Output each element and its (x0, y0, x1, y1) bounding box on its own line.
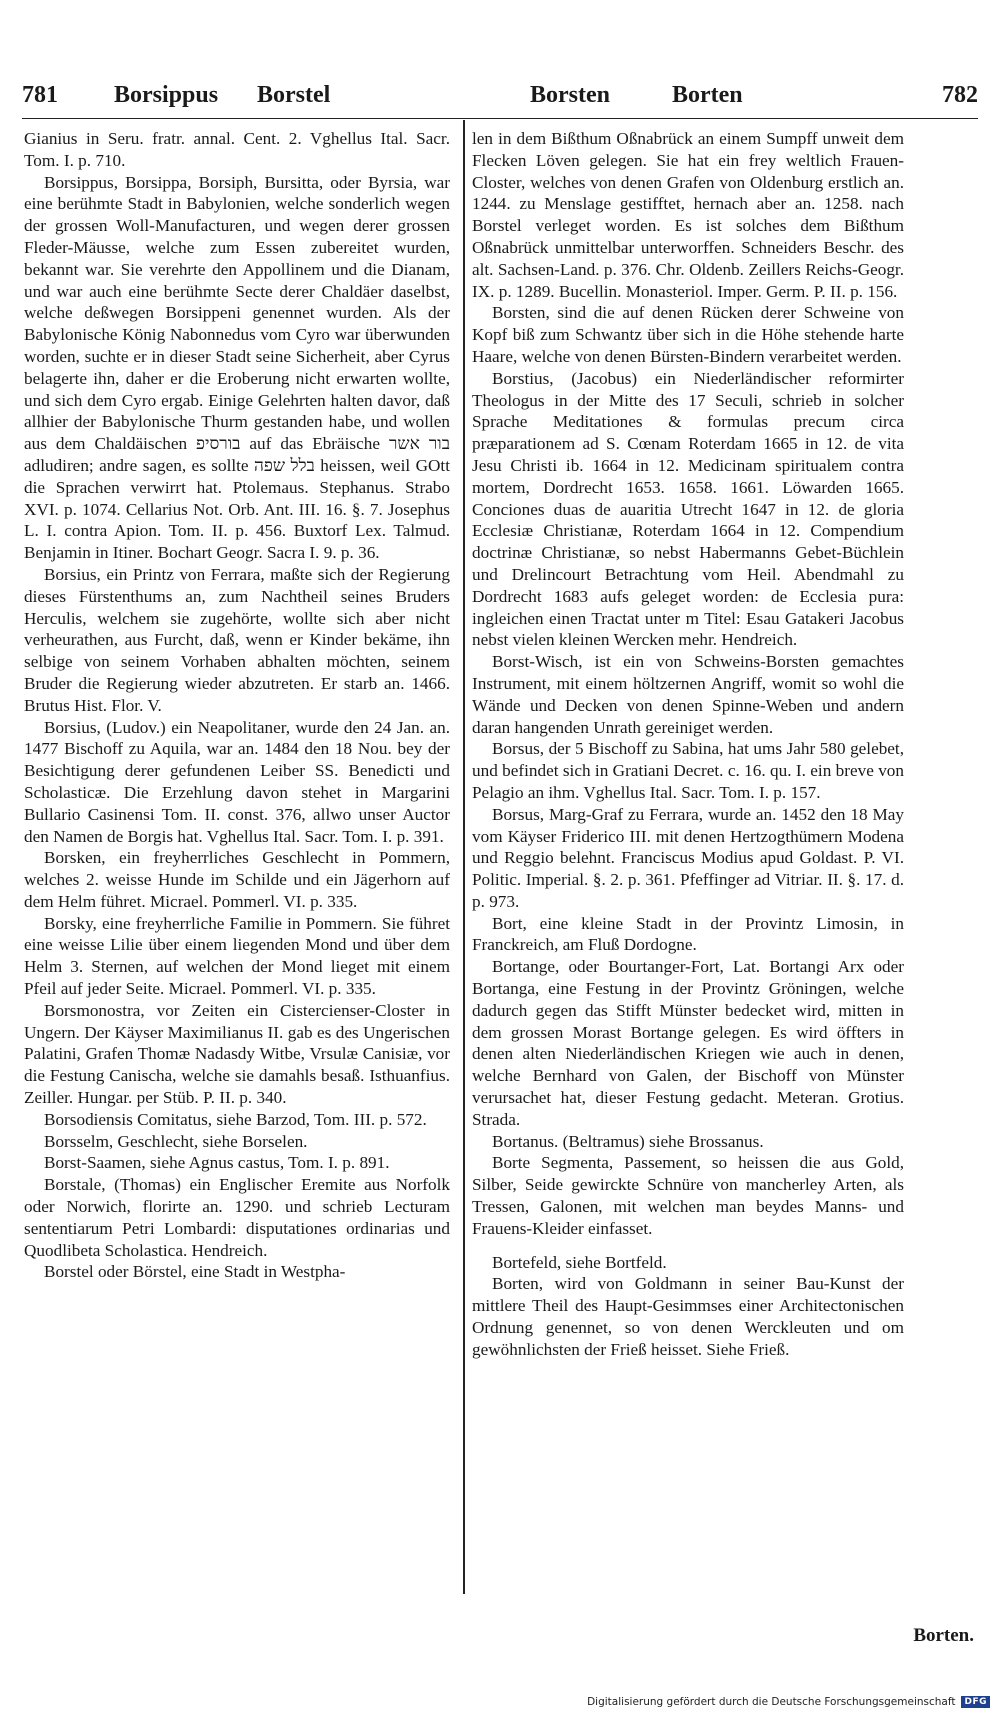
entry-paragraph: Borst-Wisch, ist ein von Schweins-Borsten gemachtes Instrument, mit einem höltzernen Angriff, womit so wohl die Wände und Decken von denen Spinne-Weben und andern daran hangenden Unrath gereiniget werden. (472, 652, 904, 737)
entry-paragraph: Borsten, sind die auf denen Rücken derer Schweine von Kopf biß zum Schwantz über sich in die Höhe stehende harte Haare, welche von denen Bürsten-Bindern verarbeitet werden. (472, 303, 904, 366)
entry-paragraph: Borsius, ein Printz von Ferrara, maßte sich der Regierung dieses Fürstenthums an, zum Nachtheil seines Bruders Herculis, welchem sie zugehörte, wollte sich aber nicht verheurathen, aus Furcht, daß, wenn er Kinder bekäme, ihn selbige von seinem Vorhaben abhalten möchten, seinem Bruder die Regierung wieder abzutreten. Er starb an. 1466. Brutus Hist. Flor. V. (24, 564, 450, 715)
entry-paragraph: Borsippus, Borsippa, Borsiph, Bursitta, oder Byrsia, war eine berühmte Stadt in Babylonien, welche sonderlich wegen der grossen Woll-Manufacturen, und wegen derer grossen Fleder-Mäusse, welche zum Essen zubereitet wurden, bekannt war. Sie verehrte den Appollinem und die Dianam, und war auch eine berühmte Secte derer Chaldäer daselbst, welche deßwegen Borsippeni genennet wurden. Als der Babylonische König Nabonnedus vom Cyro war überwunden worden, suchte er in dieser Stadt seine Sicherheit, aber Cyrus belagerte ihn, daher er die Eroberung nicht erwarten wollte, und sich dem Cyro ergab. Einige Gelehrten halten davor, daß allhier der Babylonische Thurm gestanden habe, und wollen aus dem Chaldäischen בורסיפ auf das Ebräische בור אשר adludiren; andre sagen, es sollte בלל שפה heissen, weil GOtt die Sprachen verwirrt hat. Ptolemaus. Stephanus. Strabo XVI. p. 1074. Cellarius Not. Orb. Ant. III. 16. §. 7. Josephus L. I. contra Apion. Tom. II. p. 456. Buxtorf Lex. Talmud. Benjamin in Itiner. Bochart Geogr. Sacra I. 9. p. 36. (24, 172, 450, 563)
header-word-borsippus: Borsippus (114, 82, 219, 108)
running-header (22, 82, 978, 114)
entry-paragraph: Borstius, (Jacobus) ein Niederländischer reformirter Theologus in der Mitte des 17 Seculi, schrieb in solcher Sprache Meditationes & formulas precum circa præparationem ad S. Cœnam Roterdam 1665 in 12. de vita Jesu Christi ib. 1664 in 12. Medicinam spiritualem contra mortem, Dordrecht 1653. 1658. 1661. Löwarden 1665. Conciones duas de auaritia Utrecht 1647 in 12. de gloria Ecclesiæ Christianæ, Roterdam 1664 in 12. Compendium doctrinæ Christianæ, so nebst Habermanns Gebet-Büchlein und Drelincourt Betrachtung vom Heil. Abendmahl zu Dordrecht 1683 aufs geleget worden: de Ecclesia pura: ingleichen einen Tractat unter m Titel: Esau Gatakeri Jacobus nebst vielen kleinen Wercken mehr. Hendreich. (472, 368, 904, 650)
entry-paragraph: Borsmonostra, vor Zeiten ein Cistercienser-Closter in Ungern. Der Käyser Maximilianus II. gab es des Ungerischen Palatini, Grafen Thomæ Nadasdy Witbe, Vrsulæ Canisiæ, vor die Festung Canischa, welche sie damahls besaß. Isthuanfius. Zeiller. Hungar. per Stüb. P. II. p. 340. (24, 1000, 450, 1108)
catchword: Borten. (913, 1625, 974, 1646)
entry-paragraph: Borstel oder Börstel, eine Stadt in Westpha- (44, 1262, 346, 1282)
left-column (24, 128, 450, 1283)
right-column (472, 128, 904, 1361)
entry-paragraph: Bortanus. (Beltramus) siehe Brossanus. (492, 1131, 764, 1151)
digitization-footer (587, 1696, 990, 1708)
dfg-logo: DFG (961, 1696, 990, 1708)
column-divider (463, 120, 465, 1594)
entry-paragraph: Borst-Saamen, siehe Agnus castus, Tom. I. p. 891. (44, 1153, 390, 1173)
entry-paragraph: Borsus, Marg-Graf zu Ferrara, wurde an. 1452 den 18 May vom Käyser Friderico III. mit denen Hertzogthümern Modena und Reggio belehnt. Franciscus Modius apud Goldast. P. VI. Politic. Imperial. §. 2. p. 361. Pfeffinger ad Vitriar. II. §. 17. d. p. 973. (472, 804, 904, 911)
entry-paragraph: Bortange, oder Bourtanger-Fort, Lat. Bortangi Arx oder Bortanga, eine Festung in der Provintz Gröningen, welche dadurch gegen das Stifft Münster bedecket wird, mitten in dem grossen Morast Bortange gelegen. Es wird öffters in denen alten Niederländischen Kriegen wie auch in denen, welche Bernhard von Galen, der Bischoff von Münster verursachet hat, dieser Festung gedacht. Meteran. Grotius. Strada. (472, 957, 904, 1129)
entry-paragraph: Borten, wird von Goldmann in seiner Bau-Kunst der mittlere Theil des Haupt-Gesimmses einer Architectonischen Ordnung genennet, so von denen Werckleuten und om gewöhnlichsten der Frieß heisset. Siehe Frieß. (472, 1274, 904, 1359)
entry-paragraph: Bort, eine kleine Stadt in der Provintz Limosin, in Franckreich, am Fluß Dordogne. (472, 913, 904, 955)
header-word-borten: Borten (672, 82, 743, 108)
header-word-borstel: Borstel (257, 82, 331, 108)
entry-paragraph: Borte Segmenta, Passement, so heissen die aus Gold, Silber, Seide gewirckte Schnüre von mancherley Arten, als Tressen, Galonen, mit welchen man beydes Manns- und Frauens-Kleider einfasset. (472, 1153, 904, 1238)
entry-paragraph: Borsus, der 5 Bischoff zu Sabina, hat ums Jahr 580 gelebet, und befindet sich in Gratiani Decret. c. 16. qu. I. ein breve von Pelagio an ihm. Vghellus Ital. Sacr. Tom. I. p. 157. (472, 739, 904, 802)
footer-text: Digitalisierung gefördert durch die Deutsche Forschungsgemeinschaft (587, 1696, 956, 1708)
entry-paragraph: Borstale, (Thomas) ein Englischer Eremite aus Norfolk oder Norwich, florirte an. 1290. und schrieb Lecturam sententiarum Petri Lombardi: disputationes ordinarias und Quodlibeta Scholastica. Hendreich. (24, 1175, 450, 1260)
entry-paragraph: Borsky, eine freyherrliche Familie in Pommern. Sie führet eine weisse Lilie über einem liegenden Mond und über dem Helm 3. Sternen, auf welchen der Mond lieget mit einem Pfeil auf jeder Seite. Micrael. Pommerl. VI. p. 335. (24, 913, 450, 999)
entry-paragraph: Borsken, ein freyherrliches Geschlecht in Pommern, welches 2. weisse Hunde im Schilde und ein Jägerhorn auf dem Helm führet. Micrael. Pommerl. VI. p. 335. (24, 848, 450, 911)
entry-paragraph: Gianius in Seru. fratr. annal. Cent. 2. Vghellus Ital. Sacr. Tom. I. p. 710. (24, 129, 450, 170)
entry-paragraph: Bortefeld, siehe Bortfeld. (492, 1252, 667, 1272)
entry-paragraph: len in dem Bißthum Oßnabrück an einem Sumpff unweit dem Flecken Löven gelegen. Sie hat ein frey weltlich Frauen-Closter, welches von denen Grafen von Oldenburg erstlich an. 1244. zu Menslage gestifftet, hernach aber an. 1258. nach Borstel verleget worden. Es ist solches dem Bißthum Oßnabrück unmittelbar unterworffen. Schneiders Beschr. des alt. Sachsen-Land. p. 376. Chr. Oldenb. Zeillers Reichs-Geogr. IX. p. 1289. Bucellin. Monasteriol. Imper. Germ. P. II. p. 156. (472, 129, 904, 301)
header-rule (22, 118, 978, 119)
page-number-right: 782 (942, 82, 978, 108)
entry-paragraph: Borsselm, Geschlecht, siehe Borselen. (44, 1131, 308, 1151)
header-word-borsten: Borsten (530, 82, 610, 108)
entry-paragraph: Borsodiensis Comitatus, siehe Barzod, Tom. III. p. 572. (44, 1109, 427, 1129)
page-number-left: 781 (22, 82, 58, 108)
entry-paragraph: Borsius, (Ludov.) ein Neapolitaner, wurde den 24 Jan. an. 1477 Bischoff zu Aquila, war an. 1484 den 18 Nou. bey der Besichtigung derer gefundenen Leiber SS. Benedicti und Scholasticæ. Die Erzehlung davon stehet in Margarini Bullario Casinensi Tom. II. const. 376, allwo unser Auctor den Namen de Borgis hat. Vghellus Ital. Sacr. Tom. I. p. 391. (24, 717, 450, 846)
